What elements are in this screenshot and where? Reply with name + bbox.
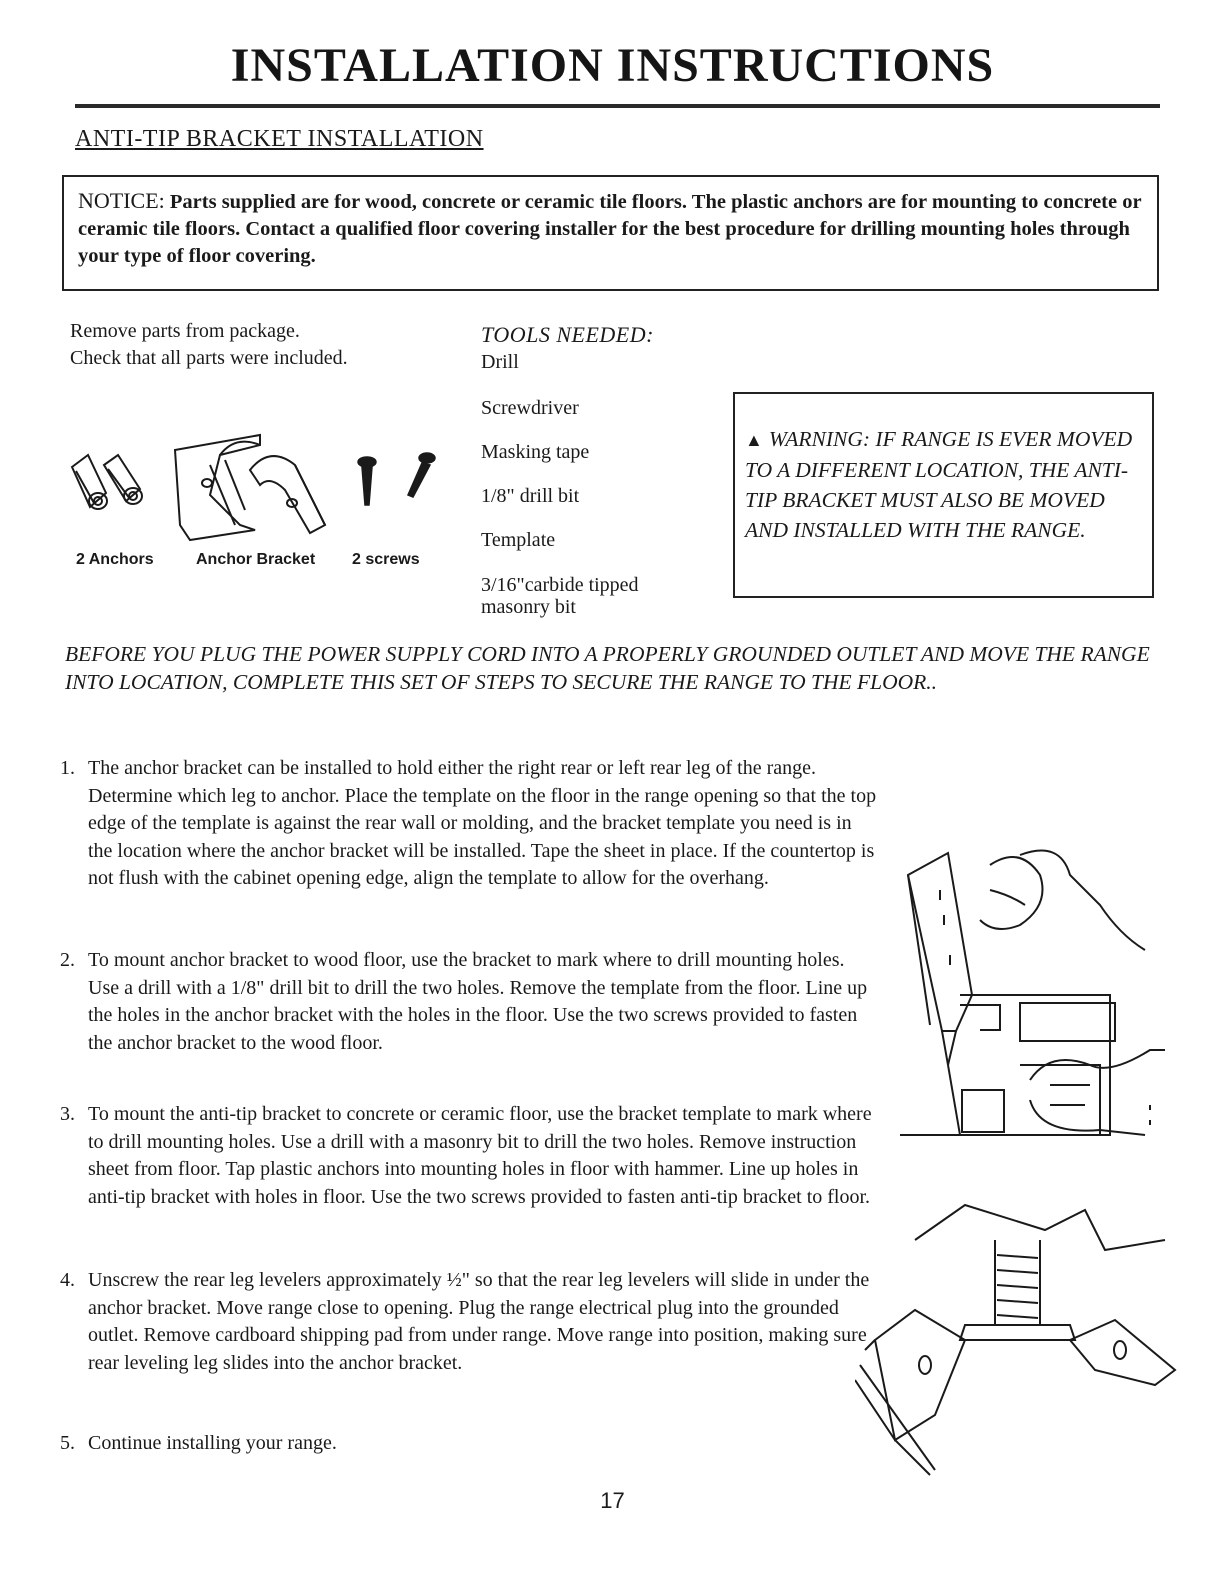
step-text: The anchor bracket can be installed to hold either the right rear or left rear leg of the range. Determine which leg to anchor. Place the template on the floor in the range opening so that the top edge of the template is against the rear wall or molding, and the bracket template you need is in the location where the anchor bracket will be installed. Tape the sheet in place. If the countertop is not flush with the cabinet opening edge, align the template to allow for the overhang. xyxy=(88,757,877,889)
step-item xyxy=(60,1267,880,1377)
step-number: 5. xyxy=(60,1432,75,1454)
anchor-bracket-drawing xyxy=(175,435,325,540)
anchors-drawing xyxy=(72,455,142,509)
parts-illustration xyxy=(60,415,450,555)
intro-line-check: Check that all parts were included. xyxy=(70,347,348,369)
page-number: 17 xyxy=(600,1488,625,1513)
tool-item: 3/16"carbide tipped xyxy=(481,574,639,596)
step-text: Continue installing your range. xyxy=(88,1432,337,1454)
warning-text: WARNING: IF RANGE IS EVER MOVED TO A DIFFERENT LOCATION, THE ANTI-TIP BRACKET MUST ALSO BE MOVED AND INSTALLED WITH THE RANGE. xyxy=(745,427,1133,542)
step-text: To mount the anti-tip bracket to concrete or ceramic floor, use the bracket template to mark where to drill mounting holes. Use a drill with a masonry bit to drill the two holes. Remove instruction sheet from floor. Tap plastic anchors into mounting holes in floor with hammer. Line up holes in anti-tip bracket with holes in floor. Use the two screws provided to fasten anti-tip bracket to floor. xyxy=(88,1103,872,1208)
tool-item: 1/8" drill bit xyxy=(481,485,580,507)
drilling-illustration xyxy=(900,835,1185,1155)
screws-label: 2 screws xyxy=(352,551,420,568)
leveler-bracket-illustration xyxy=(855,1200,1185,1480)
tool-item: Drill xyxy=(481,351,519,373)
intro-text xyxy=(70,318,348,372)
step-number: 1. xyxy=(60,757,75,779)
tools-heading: TOOLS NEEDED: xyxy=(481,322,654,347)
title-divider xyxy=(75,104,1160,108)
step-number: 3. xyxy=(60,1103,75,1125)
step-number: 4. xyxy=(60,1269,75,1291)
notice-box xyxy=(62,175,1159,291)
step-item xyxy=(60,1430,880,1458)
step-number: 2. xyxy=(60,949,75,971)
section-heading: ANTI-TIP BRACKET INSTALLATION xyxy=(75,126,484,152)
tool-item: Masking tape xyxy=(481,441,590,463)
before-note: BEFORE YOU PLUG THE POWER SUPPLY CORD INTO A PROPERLY GROUNDED OUTLET AND MOVE THE RANGE INTO LOCATION, COMPLETE THIS SET OF STEPS TO SECURE THE RANGE TO THE FLOOR.. xyxy=(65,642,1150,694)
step-item xyxy=(60,1101,880,1211)
intro-line-remove: Remove parts from package. xyxy=(70,320,300,342)
anchors-label: 2 Anchors xyxy=(76,551,154,568)
warning-box xyxy=(733,392,1154,598)
tool-item: masonry bit xyxy=(481,596,576,618)
tool-item: Screwdriver xyxy=(481,397,579,419)
notice-lead: NOTICE: xyxy=(78,188,165,213)
page-title: INSTALLATION INSTRUCTIONS xyxy=(230,39,995,92)
step-item xyxy=(60,755,880,893)
notice-text: Parts supplied are for wood, concrete or ceramic tile floors. The plastic anchors are for mounting to concrete or ceramic tile floors. Contact a qualified floor covering installer for the best procedure for drilling mounting holes through your type of floor covering. xyxy=(78,191,1142,267)
tool-item: Template xyxy=(481,529,556,551)
step-text: Unscrew the rear leg levelers approximately ½" so that the rear leg levelers will slide in under the anchor bracket. Move range close to opening. Plug the range electrical plug into the grounded outlet. Remove cardboard shipping pad from under range. Move range into position, making sure rear leveling leg slides into the anchor bracket. xyxy=(88,1269,870,1374)
anchor-bracket-label: Anchor Bracket xyxy=(196,551,316,568)
step-text: To mount anchor bracket to wood floor, use the bracket to mark where to drill mounting holes. Use a drill with a 1/8" drill bit to drill the two holes. Remove the template from the floor. Line up the holes in the anchor bracket with the holes in the floor. Use the two screws provided to fasten the anchor bracket to the wood floor. xyxy=(88,949,868,1054)
warning-triangle-icon: ▲ xyxy=(745,430,763,450)
screws-drawing xyxy=(358,453,435,505)
step-item xyxy=(60,947,880,1057)
